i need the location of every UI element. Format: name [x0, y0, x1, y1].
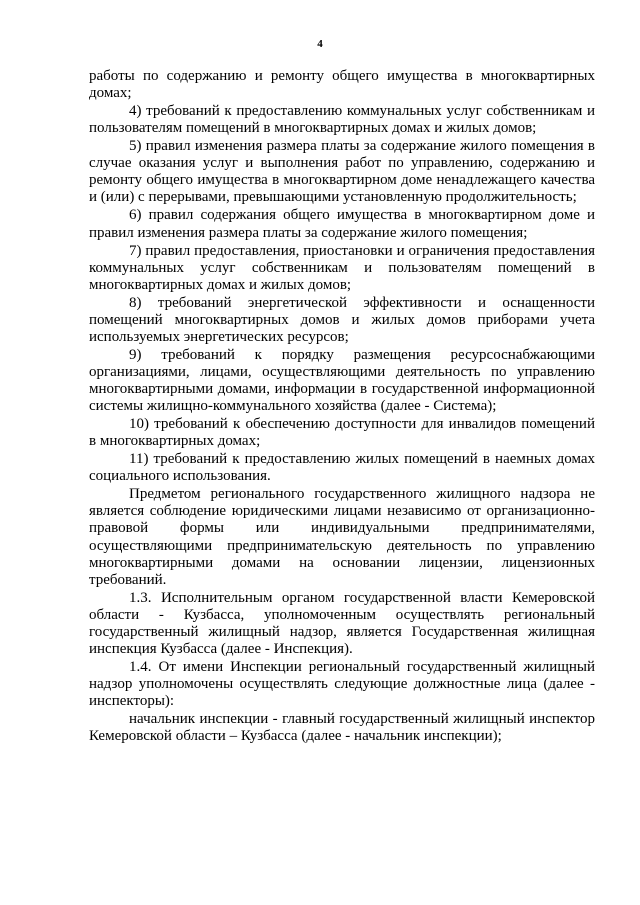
paragraph: 10) требований к обеспечению доступности для инвалидов помещений в многоквартирных домах; [89, 416, 595, 450]
paragraph: 1.4. От имени Инспекции региональный государственный жилищный надзор уполномочены осуществлять следующие должностные лица (далее - инспекторы): [89, 658, 595, 710]
paragraph: 7) правил предоставления, приостановки и ограничения предоставления коммунальных услуг собственникам и пользователям помещений в многоквартирных домах и жилых домов; [89, 242, 595, 293]
paragraph: 1.3. Исполнительным органом государственной власти Кемеровской области - Кузбасса, уполномоченным осуществлять региональный государственный жилищный надзор, является Государственная жилищная инспекция Кузбасса (далее - Инспекция). [89, 589, 595, 657]
paragraph: 9) требований к порядку размещения ресурсоснабжающими организациями, лицами, осуществляющими деятельность по управлению многоквартирными домами, информации в государственной информационной системы жилищно-коммунального хозяйства (далее - Система); [89, 346, 595, 415]
paragraph: работы по содержанию и ремонту общего имущества в многоквартирных домах; [89, 68, 595, 102]
paragraph: 11) требований к предоставлению жилых помещений в наемных домах социального использования. [89, 451, 595, 485]
page-number: 4 [317, 38, 323, 50]
paragraph: 6) правил содержания общего имущества в многоквартирном доме и правил изменения размера платы за содержание жилого помещения; [89, 207, 595, 241]
paragraph: 5) правил изменения размера платы за содержание жилого помещения в случае оказания услуг и выполнения работ по управлению, содержанию и ремонту общего имущества в многоквартирном доме ненадлежащего качества и (или) с перерывами, превышающими установленную продолжительность; [89, 138, 595, 206]
paragraph: 4) требований к предоставлению коммунальных услуг собственникам и пользователям помещений в многоквартирных домах и жилых домов; [89, 103, 595, 137]
document-body [89, 68, 595, 746]
paragraph: Предметом регионального государственного жилищного надзора не является соблюдение юридическими лицами независимо от организационно-правовой формы или индивидуальными предпринимателями, осуществляющими предпринимательскую деятельность по управлению многоквартирными домами на основании лицензии, лицензионных требований. [89, 486, 595, 588]
paragraph: 8) требований энергетической эффективности и оснащенности помещений многоквартирных домов и жилых домов приборами учета используемых энергетических ресурсов; [89, 294, 595, 345]
paragraph: начальник инспекции - главный государственный жилищный инспектор Кемеровской области – Кузбасса (далее - начальник инспекции); [89, 711, 595, 745]
